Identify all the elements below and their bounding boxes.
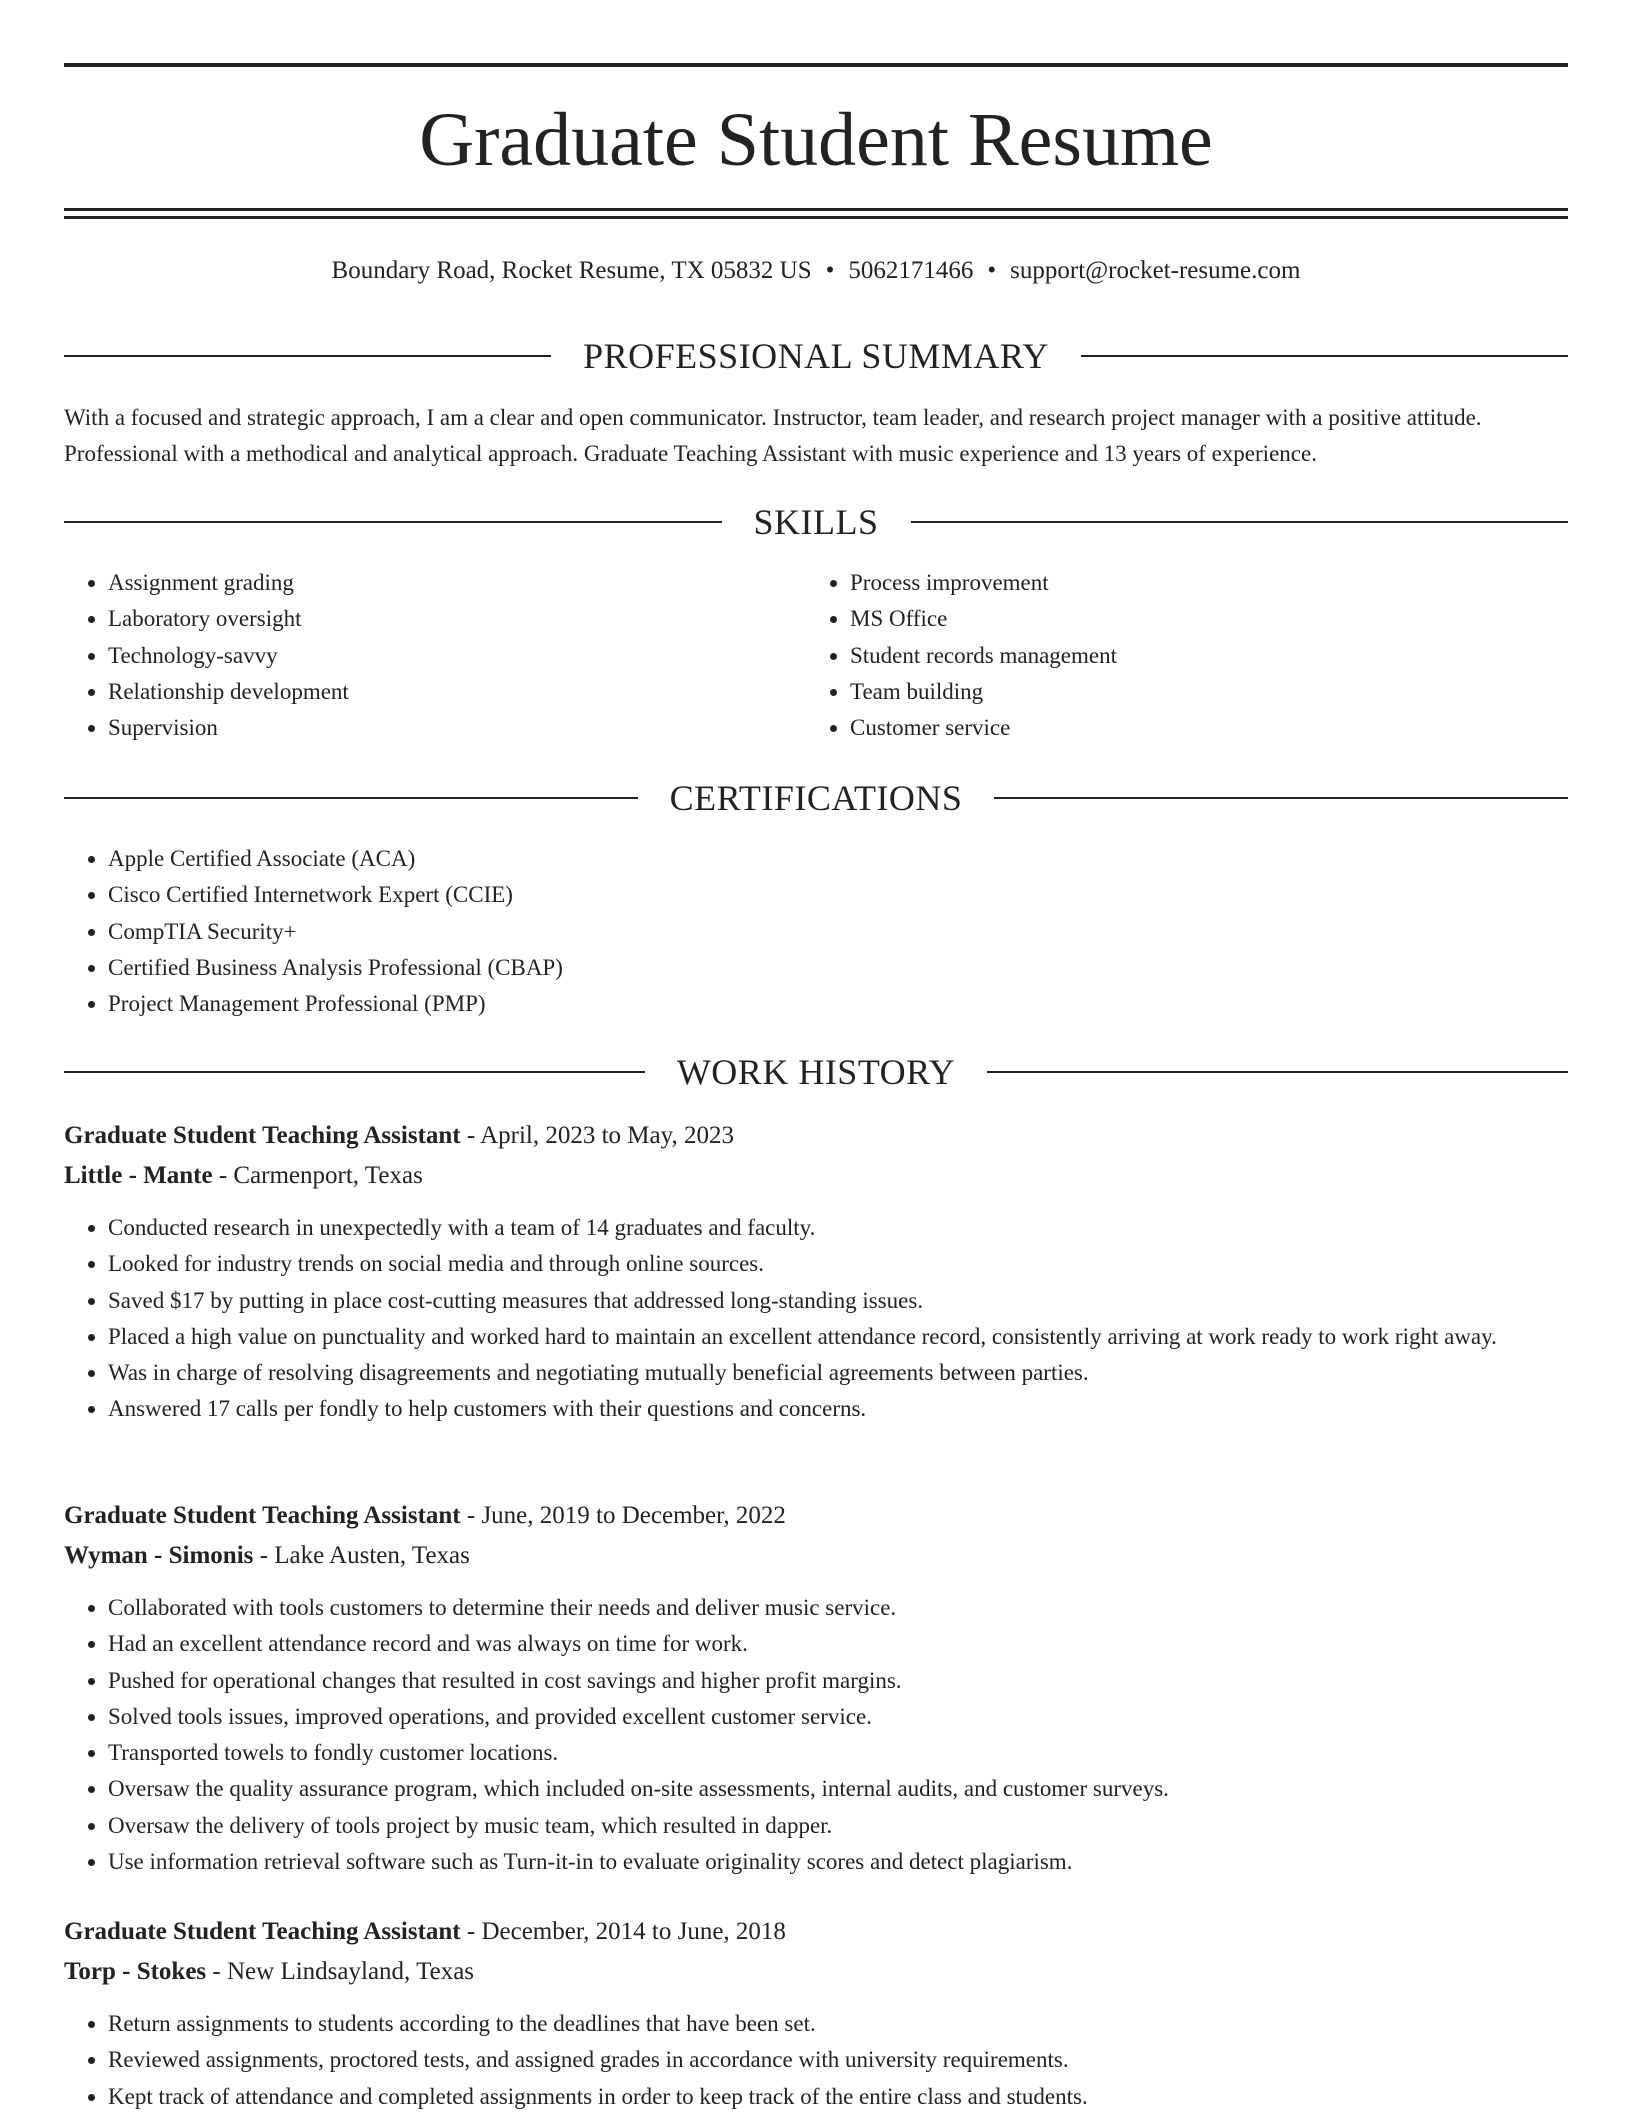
section-title: PROFESSIONAL SUMMARY bbox=[583, 336, 1049, 376]
job-title: Graduate Student Teaching Assistant bbox=[64, 1502, 461, 1529]
contact-separator: • bbox=[987, 257, 997, 284]
job-bullet: • Placed a high value on punctuality and worked hard to maintain an excellent attendance record, consistently arriving at work ready to work right away. bbox=[108, 1319, 1568, 1355]
job-bullet: • Answered 17 calls per fondly to help customers with their questions and concerns. bbox=[108, 1391, 1568, 1427]
section-title: WORK HISTORY bbox=[676, 1052, 956, 1092]
job-dates: - June, 2019 to December, 2022 bbox=[460, 1502, 786, 1529]
title-double-rule-top bbox=[64, 208, 1568, 211]
job-bullet: • Conducted research in unexpectedly with a team of 14 graduates and faculty. bbox=[108, 1210, 1568, 1246]
job-location: - New Lindsayland, Texas bbox=[206, 1958, 475, 1985]
section-header-summary bbox=[64, 334, 1568, 378]
skill-item: • Relationship development bbox=[108, 674, 808, 710]
job-bullet: • Oversaw the delivery of tools project by music team, which resulted in dapper. bbox=[108, 1808, 1568, 1844]
job-bullet: • Was in charge of resolving disagreements and negotiating mutually beneficial agreements between parties. bbox=[108, 1355, 1568, 1391]
section-rule bbox=[994, 797, 1568, 799]
section-rule bbox=[987, 1071, 1568, 1073]
section-header-skills bbox=[64, 500, 1568, 544]
section-rule bbox=[1081, 355, 1568, 357]
section-rule bbox=[911, 521, 1569, 523]
job-bullet: • Oversaw the quality assurance program, which included on-site assessments, internal audits, and customer surveys. bbox=[108, 1771, 1568, 1807]
top-rule bbox=[64, 63, 1568, 67]
contact-phone: 5062171466 bbox=[848, 257, 974, 284]
job-bullet: • Solved tools issues, improved operations, and provided excellent customer service. bbox=[108, 1699, 1568, 1735]
job-bullet: • Use information retrieval software such as Turn-it-in to evaluate originality scores and detect plagiarism. bbox=[108, 1844, 1568, 1880]
certifications-list bbox=[64, 841, 1568, 1022]
section-header-certifications bbox=[64, 776, 1568, 820]
summary-text: With a focused and strategic approach, I am a clear and open communicator. Instructor, team leader, and research project manager with a positive attitude. Professional with a methodical and analytical approach. Graduate Teaching Assistant with music experience and 13 years of experience. bbox=[64, 405, 1482, 466]
job-title: Graduate Student Teaching Assistant bbox=[64, 1122, 461, 1149]
job-bullet: • Reviewed assignments, proctored tests, and assigned grades in accordance with university requirements. bbox=[108, 2042, 1568, 2078]
certification-item: • Cisco Certified Internetwork Expert (CCIE) bbox=[108, 877, 1568, 913]
job-company: Torp - Stokes bbox=[64, 1958, 207, 1985]
job-title-line bbox=[64, 1912, 1568, 1952]
job-bullet: • Had an excellent attendance record and was always on time for work. bbox=[108, 1626, 1568, 1662]
job-company-line bbox=[64, 1952, 1568, 1992]
contact-address: Boundary Road, Rocket Resume, TX 05832 US bbox=[331, 257, 812, 284]
job-company: Wyman - Simonis bbox=[64, 1542, 254, 1569]
skills-list-right bbox=[806, 565, 1550, 746]
job-dates: - December, 2014 to June, 2018 bbox=[460, 1918, 786, 1945]
skills-list-left bbox=[64, 565, 808, 746]
skill-item: • Customer service bbox=[850, 710, 1550, 746]
section-rule bbox=[64, 797, 638, 799]
contact-email: support@rocket-resume.com bbox=[1010, 257, 1301, 284]
job-company-line bbox=[64, 1156, 1568, 1196]
job-location: - Carmenport, Texas bbox=[212, 1162, 423, 1189]
contact-separator: • bbox=[825, 257, 835, 284]
job-bullets bbox=[64, 1590, 1568, 1880]
section-rule bbox=[64, 355, 551, 357]
section-rule bbox=[64, 521, 722, 523]
job-bullet: • Return assignments to students according to the deadlines that have been set. bbox=[108, 2006, 1568, 2042]
job-bullet: • Looked for industry trends on social media and through online sources. bbox=[108, 1246, 1568, 1282]
certification-item: • Apple Certified Associate (ACA) bbox=[108, 841, 1568, 877]
job-bullet: • Saved $17 by putting in place cost-cutting measures that addressed long-standing issues. bbox=[108, 1283, 1568, 1319]
certification-item: • CompTIA Security+ bbox=[108, 914, 1568, 950]
job-company: Little - Mante bbox=[64, 1162, 213, 1189]
job-title: Graduate Student Teaching Assistant bbox=[64, 1918, 461, 1945]
contact-line bbox=[64, 254, 1568, 288]
section-title: SKILLS bbox=[753, 502, 879, 542]
skill-item: • Process improvement bbox=[850, 565, 1550, 601]
job-location: - Lake Austen, Texas bbox=[253, 1542, 470, 1569]
job-title-line bbox=[64, 1496, 1568, 1536]
skill-item: • Supervision bbox=[108, 710, 808, 746]
skill-item: • MS Office bbox=[850, 601, 1550, 637]
job-bullet: • Kept track of attendance and completed assignments in order to keep track of the entire class and students. bbox=[108, 2079, 1568, 2115]
skill-item: • Laboratory oversight bbox=[108, 601, 808, 637]
page-title: Graduate Student Resume bbox=[419, 98, 1213, 182]
job-bullet: • Transported towels to fondly customer locations. bbox=[108, 1735, 1568, 1771]
section-header-work-history bbox=[64, 1050, 1568, 1094]
job-bullet: • Pushed for operational changes that resulted in cost savings and higher profit margins. bbox=[108, 1663, 1568, 1699]
job-bullets bbox=[64, 2006, 1568, 2115]
skill-item: • Team building bbox=[850, 674, 1550, 710]
section-rule bbox=[64, 1071, 645, 1073]
skill-item: • Student records management bbox=[850, 638, 1550, 674]
job-bullet: • Collaborated with tools customers to determine their needs and deliver music service. bbox=[108, 1590, 1568, 1626]
certification-item: • Project Management Professional (PMP) bbox=[108, 986, 1568, 1022]
certification-item: • Certified Business Analysis Professional (CBAP) bbox=[108, 950, 1568, 986]
skill-item: • Technology-savvy bbox=[108, 638, 808, 674]
job-title-line bbox=[64, 1116, 1568, 1156]
job-dates: - April, 2023 to May, 2023 bbox=[460, 1122, 734, 1149]
job-bullets bbox=[64, 1210, 1568, 1428]
job-company-line bbox=[64, 1536, 1568, 1576]
section-title: CERTIFICATIONS bbox=[669, 778, 963, 818]
skill-item: • Assignment grading bbox=[108, 565, 808, 601]
title-double-rule-bottom bbox=[64, 216, 1568, 219]
